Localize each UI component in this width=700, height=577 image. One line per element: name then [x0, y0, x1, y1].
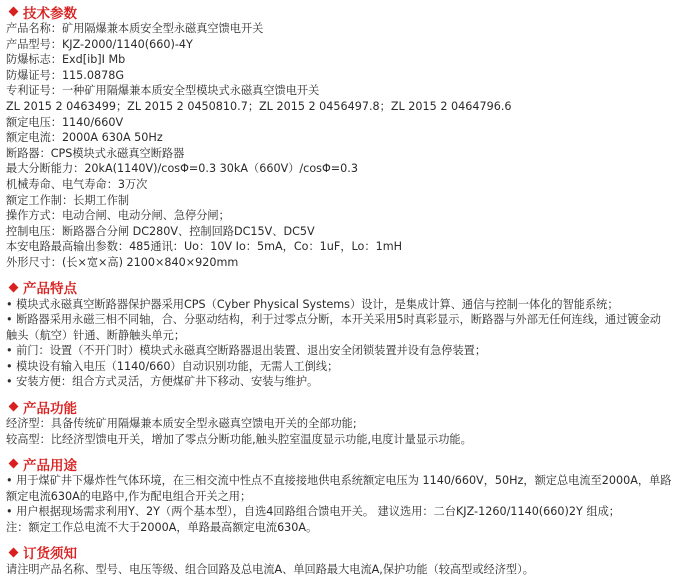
functions-heading [8, 397, 694, 416]
diamond-bullet-icon [9, 459, 19, 469]
spec-line: 最大分断能力：20kA(1140V)/cosΦ=0.3 30kA（660V）/cosΦ=0.3 [6, 162, 358, 176]
feature-line: • 断路器采用永磁三相不同轴，合、分驱动结构，利于过零点分断，本开关采用5时真彩显示，断路器与外部无任何连线，通过镀金动 [6, 313, 661, 327]
spec-page [0, 2, 700, 576]
tech-params-heading [8, 2, 694, 21]
use-line: 注：额定工作总电流不大于2000A，单路最高额定电流630A。 [6, 521, 318, 535]
spec-line: 外形尺寸：(长×宽×高) 2100×840×920mm [6, 255, 239, 269]
spec-line: 产品型号：KJZ-2000/1140(660)-4Y [6, 37, 193, 51]
feature-line: • 模块式永磁真空断路器保护器采用CPS（Cyber Physical Systems）设计，是集成计算、通信与控制一体化的智能系统； [6, 297, 619, 311]
features-title: 产品特点 [23, 281, 77, 297]
features-section [6, 278, 694, 391]
function-line: 经济型：具备传统矿用隔爆兼本质安全型永磁真空馈电开关的全部功能; [6, 417, 357, 431]
features-heading [8, 278, 694, 297]
tech-params-title: 技术参数 [23, 5, 77, 22]
diamond-bullet-icon [9, 402, 19, 412]
spec-line: 控制电压：断路器合分闸 DC280V、控制回路DC15V、DC5V [6, 224, 315, 238]
functions-section [6, 397, 694, 447]
order-heading [8, 543, 694, 562]
spec-line: ZL 2015 2 0463499；ZL 2015 2 0450810.7；ZL 2015 2 0456497.8；ZL 2015 2 0464796.6 [6, 99, 512, 113]
spec-line: 断路器：CPS模块式永磁真空断路器 [6, 146, 185, 160]
uses-section [6, 454, 694, 535]
uses-title: 产品用途 [23, 457, 77, 474]
spec-line: 防爆标志：Exd[ib]I Mb [6, 53, 126, 67]
spec-line: 防爆证号：115.0878G [6, 68, 124, 82]
spec-line: 操作方式：电动合闸、电动分闸、急停分闸； [6, 209, 230, 223]
spec-line: 机械寿命、电气寿命：3万次 [6, 177, 148, 191]
diamond-bullet-icon [9, 547, 19, 557]
order-title: 订货须知 [23, 546, 77, 563]
feature-line: • 模块设有输入电压（1140/660）自动识别功能，无需人工倒线； [6, 359, 339, 373]
feature-line: • 安装方便：组合方式灵活，方便煤矿井下移动、安装与维护。 [6, 375, 319, 389]
tech-params-section [6, 2, 694, 271]
spec-line: 产品名称：矿用隔爆兼本质安全型永磁真空馈电开关 [6, 22, 264, 35]
feature-line: 触头（航空）针通、断静触头单元； [6, 328, 186, 342]
use-line: 额定电流630A的电路中,作为配电组合开关之用； [6, 489, 252, 503]
diamond-bullet-icon [9, 7, 19, 17]
order-line: 请注明产品名称、型号、电压等级、组合回路及总电流A、单回路最大电流A,保护功能（较高型或经济型）。 [6, 562, 534, 576]
spec-line: 专利证号：一种矿用隔爆兼本质安全型模块式永磁真空馈电开关 [6, 84, 320, 98]
spec-line: 额定电压：1140/660V [6, 115, 124, 129]
order-section [6, 543, 694, 577]
feature-line: • 前门：设置（不开门时）模块式永磁真空断路器退出装置、退出安全闭锁装置并设有急停装置； [6, 344, 487, 358]
use-line: • 用户根据现场需求利用Y、2Y（两个基本型），自选4回路组合馈电开关。 建议选用：二台KJZ-1260/1140(660)2Y 组成； [6, 505, 620, 519]
diamond-bullet-icon [9, 282, 19, 292]
uses-heading [8, 454, 694, 473]
functions-title: 产品功能 [23, 400, 77, 417]
spec-line: 本安电路最高输出参数：485通讯：Uo：10V Io：5mA，Co：1uF，Lo：1mH [6, 240, 403, 254]
use-line: • 用于煤矿井下爆炸性气体环境，在三相交流中性点不直接接地供电系统额定电压为 1140/660V，50Hz，额定总电流至2000A，单路 [6, 474, 672, 488]
spec-line: 额定电流：2000A 630A 50Hz [6, 131, 163, 145]
function-line: 较高型：比经济型馈电开关，增加了零点分断功能,触头腔室温度显示功能,电度计量显示功能。 [6, 432, 472, 446]
spec-line: 额定工作制：长期工作制 [6, 193, 130, 207]
